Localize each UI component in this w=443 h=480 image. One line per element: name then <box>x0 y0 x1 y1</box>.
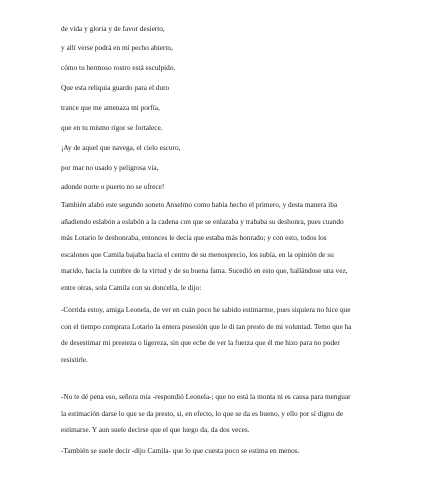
poem-line: cómo tu hermoso rostro está esculpido. <box>61 63 176 72</box>
paragraph-camila-speech <box>61 302 429 368</box>
paragraph-narration <box>61 197 429 296</box>
poem-line: Que esta reliquia guardo para el duro <box>61 83 170 92</box>
poem-line: de vida y gloria y de favor desierto, <box>61 24 165 33</box>
poem-line: y allí verse podrá en mi pecho abierto, <box>61 43 173 52</box>
poem-line: trance que me amenaza mi porfía, <box>61 103 160 112</box>
paragraph-line: de desestimar mi presteza o ligereza, sin que eche de ver la fuerza que él me hizo para no poder <box>61 338 340 347</box>
poem-line: adonde norte o puerto no se ofrece! <box>61 182 165 191</box>
paragraph-leonela-reply <box>61 389 429 439</box>
paragraph-line: estimarse. Y aun suele decirse que el que luego da, da dos veces. <box>61 425 250 434</box>
paragraph-line: escalones que Camila bajaba hacia el centro de su menosprecio, los subía, en la opinión de su <box>61 249 334 259</box>
paragraph-line: -No te dé pena eso, señora mía -respondió Leonela-; que no está la monta ni es causa para menguar <box>61 392 351 401</box>
paragraph-line: con el tiempo comprara Lotario la entera posesión que le di tan presto de mi voluntad. Temo que ha <box>61 321 352 331</box>
paragraph-line: marido, hacia la cumbre de la virtud y de su buena fama. Sucedió en esto que, hallándose una vez, <box>61 266 348 275</box>
paragraph-line: -También se suele decir -dijo Camila- que lo que cuesta poco se estima en menos. <box>61 446 300 455</box>
paragraph-line: -Corrida estoy, amiga Leonela, de ver en cuán poco he sabido estimarme, pues siquiera no hice que <box>61 305 351 314</box>
paragraph-line: resistirle. <box>61 354 88 364</box>
paragraph-camila-reply <box>61 443 429 460</box>
poem-line: que en tu mismo rigor se fortalece. <box>61 123 163 132</box>
paragraph-line: la estimación darse lo que se da presto, si, en efecto, lo que se da es bueno, y ello por sí digno de <box>61 408 344 418</box>
paragraph-line: entre otras, sola Camila con su doncella, le dijo: <box>61 282 202 292</box>
poem-line: por mar no usado y peligrosa vía, <box>61 163 159 172</box>
paragraph-line: También alabó este segundo soneto Anselmo como había hecho el primero, y desta manera iba <box>61 200 338 209</box>
paragraph-line: añadiendo eslabón a eslabón a la cadena con que se enlazaba y trababa su deshonra, pues cuando <box>61 216 344 226</box>
paragraph-line: más Lotario le deshonraba, entonces le decía que estaba más honrado; y con esto, todos los <box>61 233 327 242</box>
poem-line: ¡Ay de aquel que navega, el cielo escuro, <box>61 143 181 152</box>
